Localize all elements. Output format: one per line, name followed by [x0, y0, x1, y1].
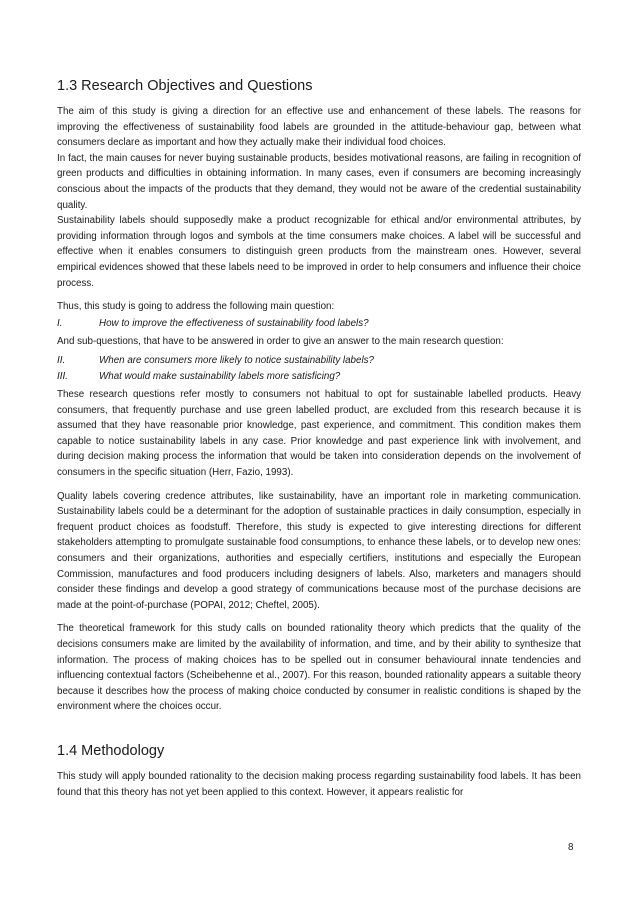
paragraph: In fact, the main causes for never buying sustainable products, besides motivational reasons, are failing in recognition of green products and difficulties in obtaining information. In many cases, even if consumers are becoming increasingly conscious about the impacts of the products that they demand, they would not be aware of the credential sustainability quality.: [57, 152, 581, 211]
paragraph: The theoretical framework for this study calls on bounded rationality theory which predicts that the quality of the decisions consumers make are limited by the availability of information, and time, and by their ability to synthesize that information. The process of making choices has to be spelled out in consumer behavioural innate tendencies and influencing contextual factors (Scheibehenne et al., 2007). For this reason, bounded rationality appears a suitable theory because it describes how the process of making choice conducted by consumer in realistic conditions is shaped by the environment where the choices occur.: [57, 623, 581, 713]
paragraph: These research questions refer mostly to consumers not habitual to opt for sustainable labelled products. Heavy consumers, that frequently purchase and use green labelled product, are excluded from this research because it is assumed that they have reasonable prior knowledge, past experience, and commitment. This condition makes them capable to notice sustainability labels in any case. Prior knowledge and past experience link with involvement, and during decision making process the information that would be taken into consideration depends on the involvement of consumers in the specific situation (Herr, Fazio, 1993).: [57, 389, 581, 479]
main-research-question: How to improve the effectiveness of sustainability food labels?: [99, 317, 369, 329]
list-item: [57, 316, 581, 332]
paragraph: This study will apply bounded rationality to the decision making process regarding sustainability food labels. It has been found that this theory has not yet been applied to this context. However, it appears realistic for: [57, 771, 581, 798]
section-body-research-objectives: [57, 104, 581, 715]
page-number: 8: [568, 842, 574, 853]
sub-question: When are consumers more likely to notice sustainability labels?: [99, 354, 374, 366]
list-item: [57, 353, 581, 369]
list-number: I.: [57, 317, 63, 329]
paragraph: The aim of this study is giving a direction for an effective use and enhancement of these labels. The reasons for improving the effectiveness of sustainability food labels are grounded in the attitude-behaviour gap, between what consumers declare as important and how they actually make their individual food choices.: [57, 106, 581, 149]
paragraph: And sub-questions, that have to be answered in order to give an answer to the main research question:: [57, 336, 504, 348]
section-body-methodology: [57, 769, 581, 800]
list-item: [57, 369, 581, 385]
paragraph: Sustainability labels should supposedly make a product recognizable for ethical and/or environmental attributes, by providing information through logos and symbols at the time consumers make choices. A label will be successful and effective when it enables consumers to distinguish green products from the mainstream ones. However, several empirical evidences showed that these labels need to be improved in order to help consumers and influence their choice process.: [57, 215, 581, 289]
main-question-list: [57, 316, 581, 332]
section-heading-research-objectives: 1.3 Research Objectives and Questions: [57, 78, 313, 94]
paragraph: Thus, this study is going to address the following main question:: [57, 301, 335, 313]
list-number: II.: [57, 354, 66, 366]
paragraph: Quality labels covering credence attributes, like sustainability, have an important role in marketing communication. Sustainability labels could be a determinant for the adoption of sustainable practices in daily consumption, especially in frequent product choices as foodstuff. Therefore, this study is expected to give interesting directions for different stakeholders attempting to promulgate sustainable food consumptions, to enhance these labels, or to develop new ones: consumers and their organizations, authorities and especially certifiers, institutions and especially the European Commission, manufactures and food producers including designers of labels. Also, marketers and managers should consider these findings and develop a good strategy of communications because most of the purchase decisions are made at the point-of-purchase (POPAI, 2012; Cheftel, 2005).: [57, 490, 581, 611]
section-heading-methodology: 1.4 Methodology: [57, 743, 165, 759]
list-number: III.: [57, 370, 68, 382]
sub-question-list: [57, 353, 581, 384]
sub-question: What would make sustainability labels more satisficing?: [99, 370, 341, 382]
